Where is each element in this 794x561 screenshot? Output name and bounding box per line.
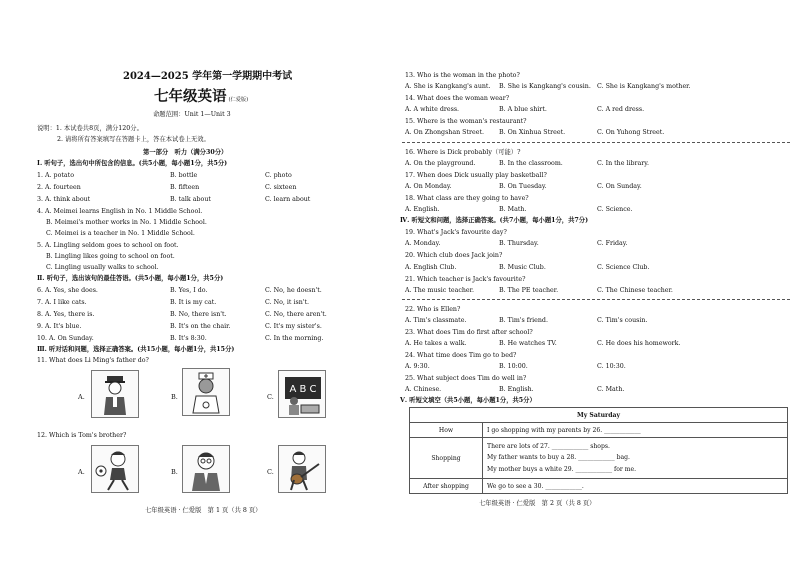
section-5-heading: Ⅴ. 听短文填空（共5小题，每小题1分，共5分） (400, 397, 536, 404)
q10-option-b: B. It's 8:30. (170, 335, 207, 342)
q23-option-a: A. He takes a walk. (405, 340, 467, 347)
q23-option-b: B. He watches TV. (499, 340, 557, 347)
q7-option-c: C. No, it isn't. (265, 299, 310, 306)
q7-option-b: B. It is my cat. (170, 299, 217, 306)
section-3-heading: Ⅲ. 听对话和问题，选择正确答案。(共15小题，每小题1分，共15分) (37, 346, 235, 353)
q22-question: 22. Who is Ellen? (405, 306, 461, 313)
q16-option-a: A. On the playground. (405, 160, 476, 167)
q24-option-a: A. 9:30. (405, 363, 430, 370)
q15-option-a: A. On Zhongshan Street. (405, 129, 485, 136)
q14-option-a: A. A white dress. (405, 106, 460, 113)
my-saturday-table (409, 407, 788, 494)
q17-option-b: B. On Tuesday. (499, 183, 547, 190)
exam-page-2 (397, 0, 794, 561)
q3-option-c: C. learn about (265, 196, 311, 203)
q17-option-c: C. On Sunday. (597, 183, 642, 190)
q25-question: 25. What subject does Tim do well in? (405, 375, 527, 382)
table-row-after-shopping (410, 479, 788, 494)
man-in-suit-icon (183, 446, 229, 492)
q8-option-a: 8. A. Yes, there is. (37, 311, 95, 318)
row-label-shopping: Shopping (410, 438, 483, 479)
q7-option-a: 7. A. I like cats. (37, 299, 87, 306)
q1-option-c: C. photo (265, 172, 292, 179)
q11-label-b: B. (171, 393, 178, 401)
q16-question: 16. Where is Dick probably（可能）? (405, 149, 521, 156)
q21-option-a: A. The music teacher. (405, 287, 474, 294)
shopping-cell (483, 438, 788, 479)
guitar-boy-icon (279, 446, 325, 492)
q11-question: 11. What does Li Ming's father do? (37, 357, 149, 364)
q19-option-b: B. Thursday. (499, 240, 539, 247)
part-heading: 第一部分 听力（满分30分） (143, 149, 228, 156)
q14-option-c: C. A red dress. (597, 106, 645, 113)
q11-label-c: C. (267, 393, 274, 401)
page-2-footer: 七年级英语 · 仁爱版 第 2 页（共 8 页） (479, 500, 596, 507)
q20-question: 20. Which club does Jack join? (405, 252, 503, 259)
q12-picture-football-boy (91, 445, 139, 493)
q22-option-c: C. Tim's cousin. (597, 317, 648, 324)
q18-question: 18. What class are they going to have? (405, 195, 529, 202)
q3-option-b: B. talk about (170, 196, 211, 203)
blank-27-line: There are lots of 27. ____________ shops. (487, 442, 610, 450)
exam-scope: 命题范围：Unit 1—Unit 3 (153, 111, 231, 118)
q21-option-b: B. The PE teacher. (499, 287, 559, 294)
row-label-how: How (410, 423, 483, 438)
blank-26-line: I go shopping with my parents by 26. ____________ (483, 423, 788, 438)
q20-option-b: B. Music Club. (499, 264, 546, 271)
q23-option-c: C. He does his homework. (597, 340, 681, 347)
q19-option-c: C. Friday. (597, 240, 628, 247)
q19-option-a: A. Monday. (405, 240, 441, 247)
q25-option-b: B. English. (499, 386, 534, 393)
exam-edition: (仁爱版) (228, 97, 249, 103)
q17-question: 17. When does Dick usually play basketball? (405, 172, 547, 179)
q20-option-c: C. Science Club. (597, 264, 650, 271)
blank-29-line: My mother buys a white 29. ____________ for me. (487, 465, 637, 473)
exam-title: 七年级英语 (154, 89, 227, 105)
q24-question: 24. What time does Tim go to bed? (405, 352, 517, 359)
q12-label-a: A. (78, 468, 85, 476)
q2-option-c: C. sixteen (265, 184, 297, 191)
q5-option-a: 5. A. Lingling seldom goes to school on foot. (37, 242, 179, 249)
q17-option-a: A. On Monday. (405, 183, 452, 190)
doctor-icon (183, 369, 229, 415)
q9-option-b: B. It's on the chair. (170, 323, 231, 330)
exam-title-row (154, 88, 248, 106)
section-1-heading: Ⅰ. 听句子，选出句中所包含的信息。(共5小题，每小题1分，共5分) (37, 160, 228, 167)
table-title: My Saturday (410, 408, 788, 423)
q12-picture-man-glasses (182, 445, 230, 493)
q21-question: 21. Which teacher is Jack's favourite? (405, 276, 526, 283)
q4-option-a: 4. A. Meimei learns English in No. 1 Middle School. (37, 208, 203, 215)
police-officer-icon (92, 371, 138, 417)
q13-option-c: C. She is Kangkang's mother. (597, 83, 691, 90)
q24-option-c: C. 10:30. (597, 363, 626, 370)
divider-1 (402, 142, 790, 143)
q3-option-a: 3. A. think about (37, 196, 91, 203)
q1-option-a: 1. A. potato (37, 172, 74, 179)
q5-option-b: B. Lingling likes going to school on foot. (46, 253, 175, 260)
table-title-row (410, 408, 788, 423)
q10-option-c: C. In the morning. (265, 335, 324, 342)
q11-label-a: A. (78, 393, 85, 401)
q8-option-c: C. No, there aren't. (265, 311, 327, 318)
q6-option-a: 6. A. Yes, she does. (37, 287, 98, 294)
q21-option-c: C. The Chinese teacher. (597, 287, 673, 294)
q18-option-b: B. Math. (499, 206, 527, 213)
q15-option-b: B. On Xinhua Street. (499, 129, 566, 136)
q2-option-b: B. fifteen (170, 184, 200, 191)
teacher-blackboard-icon (279, 371, 325, 417)
note-1: 说明：1. 本试卷共8页，满分120分。 (37, 125, 143, 132)
q4-option-c: C. Meimei is a teacher in No. 1 Middle School. (46, 230, 195, 237)
q14-question: 14. What does the woman wear? (405, 95, 510, 102)
table-row-shopping (410, 438, 788, 479)
q16-option-c: C. In the library. (597, 160, 650, 167)
blank-30-line: We go to see a 30. ____________. (483, 479, 788, 494)
q19-question: 19. What's Jack's favourite day? (405, 229, 507, 236)
blackboard-text: A B C (289, 384, 317, 395)
divider-2 (402, 299, 790, 300)
q11-picture-teacher (278, 370, 326, 418)
exam-year: 2024—2025 学年第一学期期中考试 (123, 71, 293, 82)
q4-option-b: B. Meimei's mother works in No. 1 Middle School. (46, 219, 207, 226)
row-label-after-shopping: After shopping (410, 479, 483, 494)
q18-option-a: A. English. (405, 206, 440, 213)
page-1-footer: 七年级英语 · 仁爱版 第 1 页（共 8 页） (145, 507, 262, 514)
q9-option-a: 9. A. It's blue. (37, 323, 82, 330)
q1-option-b: B. bottle (170, 172, 198, 179)
q18-option-c: C. Science. (597, 206, 633, 213)
q25-option-a: A. Chinese. (405, 386, 442, 393)
q20-option-a: A. English Club. (405, 264, 457, 271)
q13-question: 13. Who is the woman in the photo? (405, 72, 520, 79)
q14-option-b: B. A blue shirt. (499, 106, 547, 113)
q11-picture-police-officer (91, 370, 139, 418)
q25-option-c: C. Math. (597, 386, 625, 393)
q11-picture-doctor (182, 368, 230, 416)
q12-label-c: C. (267, 468, 274, 476)
section-4-heading: Ⅳ. 听短文和问题，选择正确答案。(共7小题，每小题1分，共7分) (400, 217, 589, 224)
q9-option-c: C. It's my sister's. (265, 323, 322, 330)
q22-option-b: B. Tim's friend. (499, 317, 548, 324)
section-2-heading: Ⅱ. 听句子，选出该句的最佳答语。(共5小题，每小题1分，共5分) (37, 275, 224, 282)
q22-option-a: A. Tim's classmate. (405, 317, 467, 324)
q6-option-b: B. Yes, I do. (170, 287, 208, 294)
q13-option-a: A. She is Kangkang's aunt. (405, 83, 491, 90)
note-2: 2. 请将所有答案填写在答题卡上，答在本试卷上无效。 (57, 136, 210, 143)
football-boy-icon (92, 446, 138, 492)
q6-option-c: C. No, he doesn't. (265, 287, 322, 294)
q12-picture-guitar-boy (278, 445, 326, 493)
q24-option-b: B. 10:00. (499, 363, 528, 370)
q23-question: 23. What does Tim do first after school? (405, 329, 533, 336)
q5-option-c: C. Lingling usually walks to school. (46, 264, 159, 271)
q12-question: 12. Which is Tom's brother? (37, 432, 127, 439)
table-row-how (410, 423, 788, 438)
q16-option-b: B. In the classroom. (499, 160, 563, 167)
q2-option-a: 2. A. fourteen (37, 184, 81, 191)
q10-option-a: 10. A. On Sunday. (37, 335, 94, 342)
q12-label-b: B. (171, 468, 178, 476)
q13-option-b: B. She is Kangkang's cousin. (499, 83, 591, 90)
q15-option-c: C. On Yuhong Street. (597, 129, 665, 136)
q15-question: 15. Where is the woman's restaurant? (405, 118, 527, 125)
q8-option-b: B. No, there isn't. (170, 311, 227, 318)
blank-28-line: My father wants to buy a 28. ____________ bag. (487, 454, 630, 462)
